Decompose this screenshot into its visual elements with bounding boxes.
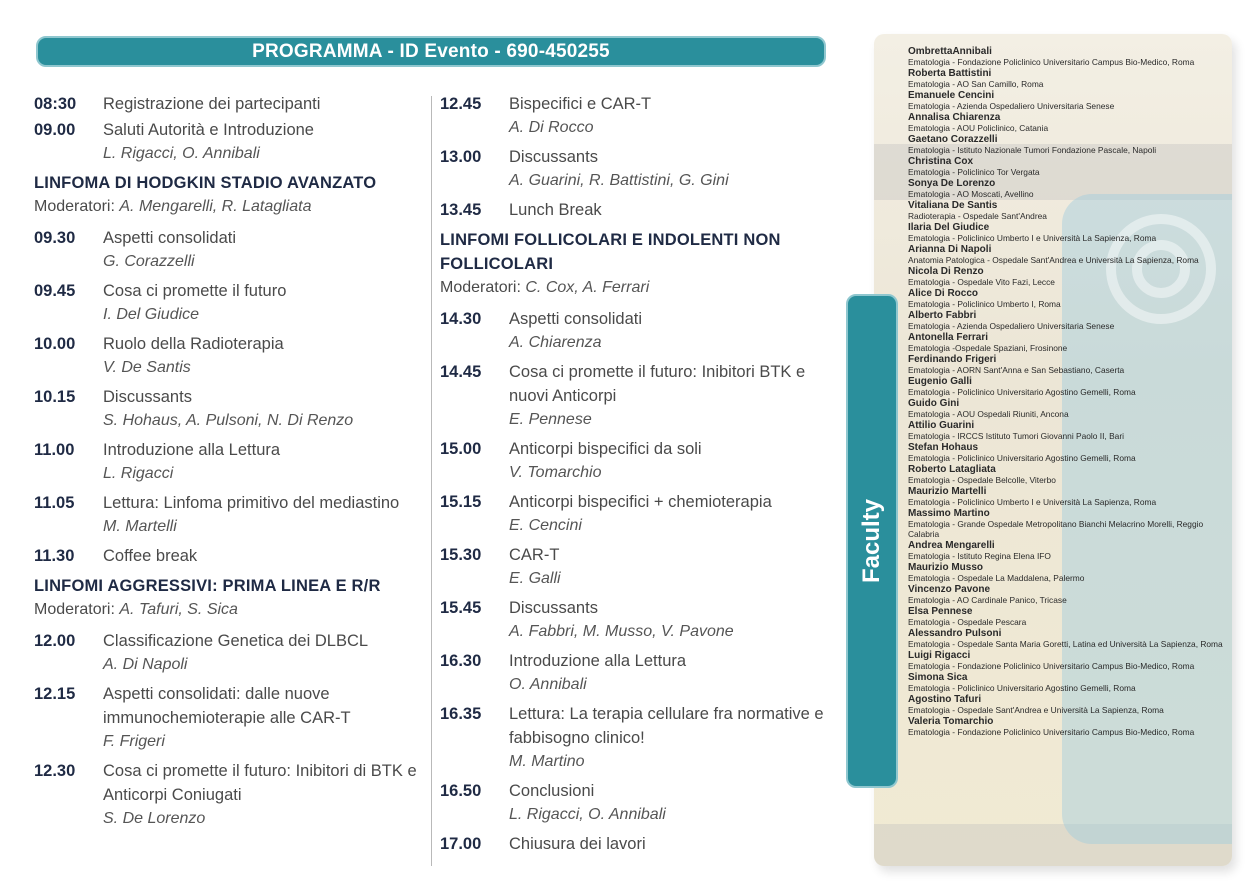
session-title: Cosa ci promette il futuro: Inibitori di BTK e Anticorpi Coniugati: [103, 762, 417, 804]
moderators-names: C. Cox, A. Ferrari: [525, 279, 650, 296]
session-time: 09.00: [34, 121, 76, 139]
session-speaker: M. Martino: [509, 753, 585, 770]
session-row: [34, 682, 424, 753]
faculty-name: OmbrettaAnnibali: [908, 46, 992, 57]
session-time: 15.30: [440, 546, 482, 564]
session-title: Introduzione alla Lettura: [103, 441, 281, 459]
session-body: [509, 543, 832, 590]
faculty-affiliation: Radioterapia - Ospedale Sant'Andrea: [908, 211, 1047, 221]
faculty-member: [908, 606, 1230, 627]
session-time: 13.00: [440, 148, 482, 166]
session-row: [440, 307, 832, 354]
session-title: Cosa ci promette il futuro: Inibitori BTK e nuovi Anticorpi: [509, 363, 806, 405]
section-title-follicular: LINFOMI FOLLICOLARI E INDOLENTI NON FOLLICOLARI: [440, 231, 781, 273]
session-body: [509, 92, 832, 139]
faculty-member: [908, 222, 1230, 243]
faculty-affiliation: Ematologia - Azienda Ospedaliero Universitaria Senese: [908, 321, 1115, 331]
faculty-affiliation: Ematologia - Fondazione Policlinico Universitario Campus Bio-Medico, Roma: [908, 727, 1195, 737]
session-row: [34, 332, 424, 379]
session-body: [103, 438, 424, 485]
faculty-name: Vincenzo Pavone: [908, 584, 991, 595]
session-speaker: L. Rigacci: [103, 465, 174, 482]
faculty-name: Valeria Tomarchio: [908, 716, 994, 727]
session-title: Classificazione Genetica dei DLBCL: [103, 632, 369, 650]
faculty-member: [908, 332, 1230, 353]
faculty-member: [908, 288, 1230, 309]
faculty-affiliation: Ematologia - AORN Sant'Anna e San Sebastiano, Caserta: [908, 365, 1125, 375]
faculty-name: Alberto Fabbri: [908, 310, 977, 321]
session-title: Aspetti consolidati: [103, 229, 236, 247]
session-body: [509, 649, 832, 696]
session-title: Discussants: [509, 599, 598, 617]
faculty-name: Elsa Pennese: [908, 606, 973, 617]
session-body: [103, 92, 424, 116]
faculty-affiliation: Ematologia - Ospedale Sant'Andrea e Università La Sapienza, Roma: [908, 705, 1164, 715]
session-time: 10.15: [34, 388, 76, 406]
faculty-member: [908, 266, 1230, 287]
session-title: Discussants: [103, 388, 192, 406]
session-time: 16.35: [440, 705, 482, 723]
faculty-name: Roberto Latagliata: [908, 464, 996, 475]
faculty-member: [908, 310, 1230, 331]
session-time: 10.00: [34, 335, 76, 353]
session-row: [34, 279, 424, 326]
session-speaker: L. Rigacci, O. Annibali: [509, 806, 666, 823]
session-time: 08:30: [34, 95, 77, 113]
session-title: Chiusura dei lavori: [509, 835, 646, 853]
faculty-member: [908, 46, 1230, 67]
faculty-affiliation: Ematologia - Fondazione Policlinico Universitario Campus Bio-Medico, Roma: [908, 57, 1195, 67]
session-title: Saluti Autorità e Introduzione: [103, 121, 314, 139]
faculty-affiliation: Ematologia - AOU Ospedali Riuniti, Ancona: [908, 409, 1069, 419]
session-title: Bispecifici e CAR-T: [509, 95, 652, 113]
session-speaker: A. Di Rocco: [509, 119, 594, 136]
moderators-names: A. Mengarelli, R. Latagliata: [119, 198, 312, 215]
faculty-affiliation: Ematologia - Ospedale Belcolle, Viterbo: [908, 475, 1056, 485]
session-time: 12.30: [34, 762, 76, 780]
session-title: Conclusioni: [509, 782, 595, 800]
session-speaker: E. Galli: [509, 570, 561, 587]
session-body: [103, 226, 424, 273]
faculty-affiliation: Ematologia - Istituto Regina Elena IFO: [908, 551, 1051, 561]
session-body: [103, 118, 424, 165]
session-body: [103, 629, 424, 676]
session-speaker: O. Annibali: [509, 676, 587, 693]
faculty-member: [908, 442, 1230, 463]
moderators-hodgkin: [34, 195, 424, 218]
faculty-name: Antonella Ferrari: [908, 332, 989, 343]
session-time: 09.45: [34, 282, 76, 300]
session-body: [509, 145, 832, 192]
faculty-affiliation: Ematologia -Ospedale Spaziani, Frosinone: [908, 343, 1068, 353]
session-speaker: I. Del Giudice: [103, 306, 200, 323]
session-time: 14.30: [440, 310, 482, 328]
session-speaker: F. Frigeri: [103, 733, 165, 750]
faculty-member: [908, 244, 1230, 265]
session-row: [440, 360, 832, 431]
faculty-member: [908, 628, 1230, 649]
faculty-member: [908, 464, 1230, 485]
faculty-name: Guido Gini: [908, 398, 960, 409]
faculty-name: Ferdinando Frigeri: [908, 354, 997, 365]
session-speaker: V. Tomarchio: [509, 464, 602, 481]
faculty-name: Ilaria Del Giudice: [908, 222, 990, 233]
session-time: 15.00: [440, 440, 482, 458]
faculty-name: Maurizio Musso: [908, 562, 984, 573]
faculty-affiliation: Ematologia - Ospedale Vito Fazi, Lecce: [908, 277, 1055, 287]
session-time: 16.50: [440, 782, 482, 800]
faculty-affiliation: Ematologia - Istituto Nazionale Tumori Fondazione Pascale, Napoli: [908, 145, 1157, 155]
session-row: [34, 629, 424, 676]
session-body: [103, 491, 424, 538]
faculty-name: Roberta Battistini: [908, 68, 992, 79]
session-body: [509, 437, 832, 484]
session-time: 12.00: [34, 632, 76, 650]
faculty-member: [908, 562, 1230, 583]
faculty-name: Nicola Di Renzo: [908, 266, 984, 277]
session-row: [440, 490, 832, 537]
session-body: [103, 682, 424, 753]
session-time: 11.00: [34, 441, 75, 459]
session-speaker: A. Di Napoli: [103, 656, 188, 673]
session-time: 15.45: [440, 599, 482, 617]
faculty-name: Alice Di Rocco: [908, 288, 979, 299]
faculty-tab: [846, 294, 898, 788]
faculty-member: [908, 672, 1230, 693]
session-row: [440, 145, 832, 192]
session-title: Discussants: [509, 148, 598, 166]
session-speaker: G. Corazzelli: [103, 253, 195, 270]
session-body: [103, 544, 424, 568]
session-row: [34, 118, 424, 165]
session-title: Lunch Break: [509, 201, 602, 219]
faculty-affiliation: Ematologia - Grande Ospedale Metropolitano Bianchi Melacrino Morelli, Reggio Calabria: [908, 519, 1204, 539]
moderators-aggressive: [34, 598, 424, 621]
session-row: [440, 649, 832, 696]
faculty-affiliation: Ematologia - Policlinico Universitario Agostino Gemelli, Roma: [908, 683, 1136, 693]
section-title-hodgkin: LINFOMA DI HODGKIN STADIO AVANZATO: [34, 174, 377, 192]
faculty-name: Agostino Tafuri: [908, 694, 982, 705]
session-time: 09.30: [34, 229, 76, 247]
faculty-affiliation: Ematologia - Policlinico Universitario Agostino Gemelli, Roma: [908, 453, 1136, 463]
section-title-aggressive: LINFOMI AGGRESSIVI: PRIMA LINEA E R/R: [34, 577, 381, 595]
faculty-name: Andrea Mengarelli: [908, 540, 995, 551]
hodgkin-session-list: [34, 226, 424, 568]
faculty-affiliation: Ematologia - IRCCS Istituto Tumori Giovanni Paolo II, Bari: [908, 431, 1124, 441]
faculty-name: Simona Sica: [908, 672, 968, 683]
faculty-member: [908, 134, 1230, 155]
session-row: [440, 437, 832, 484]
faculty-affiliation: Ematologia - Policlinico Umberto I e Università La Sapienza, Roma: [908, 497, 1157, 507]
faculty-member: [908, 540, 1230, 561]
session-speaker: E. Cencini: [509, 517, 582, 534]
faculty-name: Emanuele Cencini: [908, 90, 995, 101]
session-speaker: A. Chiarenza: [509, 334, 602, 351]
session-time: 14.45: [440, 363, 482, 381]
session-title: Coffee break: [103, 547, 198, 565]
faculty-name: Annalisa Chiarenza: [908, 112, 1001, 123]
faculty-member: [908, 486, 1230, 507]
faculty-member: [908, 112, 1230, 133]
faculty-affiliation: Ematologia - Azienda Ospedaliero Universitaria Senese: [908, 101, 1115, 111]
faculty-name: Vitaliana De Santis: [908, 200, 998, 211]
faculty-list: [908, 46, 1230, 738]
faculty-affiliation: Ematologia - Policlinico Umberto I, Roma: [908, 299, 1061, 309]
faculty-name: Gaetano Corazzelli: [908, 134, 998, 145]
faculty-member: [908, 508, 1230, 539]
moderators-label: Moderatori:: [34, 601, 115, 618]
session-body: [509, 490, 832, 537]
session-row: [34, 226, 424, 273]
session-time: 15.15: [440, 493, 482, 511]
session-body: [509, 702, 832, 773]
program-title-banner: [36, 36, 826, 67]
faculty-name: Maurizio Martelli: [908, 486, 987, 497]
intro-list: [34, 92, 424, 165]
faculty-affiliation: Ematologia - Policlinico Universitario Agostino Gemelli, Roma: [908, 387, 1136, 397]
faculty-affiliation: Ematologia - Policlinico Umberto I e Università La Sapienza, Roma: [908, 233, 1157, 243]
faculty-affiliation: Ematologia - AO San Camillo, Roma: [908, 79, 1044, 89]
session-speaker: L. Rigacci, O. Annibali: [103, 145, 260, 162]
session-title: Aspetti consolidati: [509, 310, 642, 328]
session-row: [34, 759, 424, 830]
session-body: [509, 307, 832, 354]
session-title: Aspetti consolidati: dalle nuove immunochemioterapie alle CAR-T: [103, 685, 351, 727]
session-title: Lettura: Linfoma primitivo del mediastino: [103, 494, 400, 512]
program-title: PROGRAMMA - ID Evento - 690-450255: [252, 40, 610, 62]
program-column-left: [34, 92, 424, 836]
session-body: [509, 198, 832, 222]
session-time: 12.15: [34, 685, 76, 703]
session-row: [440, 198, 832, 222]
column-divider: [431, 96, 432, 866]
session-title: Lettura: La terapia cellulare fra normative e fabbisogno clinico!: [509, 705, 824, 747]
program-column-right: [440, 92, 832, 858]
faculty-member: [908, 650, 1230, 671]
faculty-name: Alessandro Pulsoni: [908, 628, 1002, 639]
faculty-name: Eugenio Galli: [908, 376, 972, 387]
faculty-member: [908, 376, 1230, 397]
faculty-affiliation: Ematologia - AO Cardinale Panico, Tricase: [908, 595, 1067, 605]
faculty-affiliation: Ematologia - AO Moscati, Avellino: [908, 189, 1034, 199]
session-title: Cosa ci promette il futuro: [103, 282, 287, 300]
session-row: [34, 544, 424, 568]
faculty-affiliation: Ematologia - Policlinico Tor Vergata: [908, 167, 1040, 177]
faculty-member: [908, 420, 1230, 441]
faculty-name: Christina Cox: [908, 156, 974, 167]
session-row: [34, 438, 424, 485]
midday-list: [440, 92, 832, 222]
faculty-affiliation: Anatomia Patologica - Ospedale Sant'Andrea e Università La Sapienza, Roma: [908, 255, 1199, 265]
moderators-follicular: [440, 276, 832, 299]
faculty-affiliation: Ematologia - Ospedale Pescara: [908, 617, 1027, 627]
faculty-affiliation: Ematologia - AOU Policlinico, Catania: [908, 123, 1049, 133]
session-row: [440, 543, 832, 590]
session-speaker: A. Fabbri, M. Musso, V. Pavone: [509, 623, 734, 640]
faculty-name: Stefan Hohaus: [908, 442, 979, 453]
faculty-member: [908, 694, 1230, 715]
faculty-member: [908, 398, 1230, 419]
faculty-name: Luigi Rigacci: [908, 650, 971, 661]
session-body: [103, 385, 424, 432]
session-speaker: V. De Santis: [103, 359, 191, 376]
moderators-names: A. Tafuri, S. Sica: [119, 601, 238, 618]
aggressive-session-list: [34, 629, 424, 830]
moderators-label: Moderatori:: [34, 198, 115, 215]
faculty-member: [908, 354, 1230, 375]
moderators-label: Moderatori:: [440, 279, 521, 296]
session-row: [34, 385, 424, 432]
faculty-member: [908, 178, 1230, 199]
faculty-affiliation: Ematologia - Ospedale La Maddalena, Palermo: [908, 573, 1085, 583]
faculty-member: [908, 68, 1230, 89]
faculty-name: Massimo Martino: [908, 508, 990, 519]
session-body: [103, 279, 424, 326]
session-speaker: A. Guarini, R. Battistini, G. Gini: [509, 172, 729, 189]
session-body: [509, 832, 832, 856]
session-speaker: S. De Lorenzo: [103, 810, 206, 827]
faculty-member: [908, 716, 1230, 737]
session-body: [509, 779, 832, 826]
faculty-member: [908, 90, 1230, 111]
session-row: [34, 491, 424, 538]
session-time: 12.45: [440, 95, 482, 113]
session-time: 13.45: [440, 201, 482, 219]
session-time: 11.30: [34, 547, 75, 565]
session-title: Registrazione dei partecipanti: [103, 95, 321, 113]
session-title: Introduzione alla Lettura: [509, 652, 687, 670]
session-row: [440, 779, 832, 826]
faculty-name: Attilio Guarini: [908, 420, 975, 431]
faculty-name: Arianna Di Napoli: [908, 244, 992, 255]
session-speaker: M. Martelli: [103, 518, 177, 535]
session-title: Anticorpi bispecifici + chemioterapia: [509, 493, 772, 511]
session-title: CAR-T: [509, 546, 560, 564]
session-row: [440, 596, 832, 643]
faculty-affiliation: Ematologia - Fondazione Policlinico Universitario Campus Bio-Medico, Roma: [908, 661, 1195, 671]
session-body: [509, 360, 832, 431]
faculty-tab-label: Faculty: [858, 498, 885, 584]
session-body: [103, 759, 424, 830]
faculty-name: Sonya De Lorenzo: [908, 178, 996, 189]
session-speaker: E. Pennese: [509, 411, 592, 428]
faculty-member: [908, 200, 1230, 221]
session-time: 16.30: [440, 652, 482, 670]
session-title: Anticorpi bispecifici da soli: [509, 440, 702, 458]
session-speaker: S. Hohaus, A. Pulsoni, N. Di Renzo: [103, 412, 354, 429]
session-body: [103, 332, 424, 379]
faculty-member: [908, 584, 1230, 605]
session-time: 11.05: [34, 494, 75, 512]
faculty-member: [908, 156, 1230, 177]
faculty-affiliation: Ematologia - Ospedale Santa Maria Goretti, Latina ed Università La Sapienza, Roma: [908, 639, 1223, 649]
session-row: [440, 702, 832, 773]
session-row: [440, 832, 832, 856]
follicular-session-list: [440, 307, 832, 856]
session-row: [440, 92, 832, 139]
session-time: 17.00: [440, 835, 482, 853]
session-title: Ruolo della Radioterapia: [103, 335, 284, 353]
session-row: [34, 92, 424, 116]
session-body: [509, 596, 832, 643]
